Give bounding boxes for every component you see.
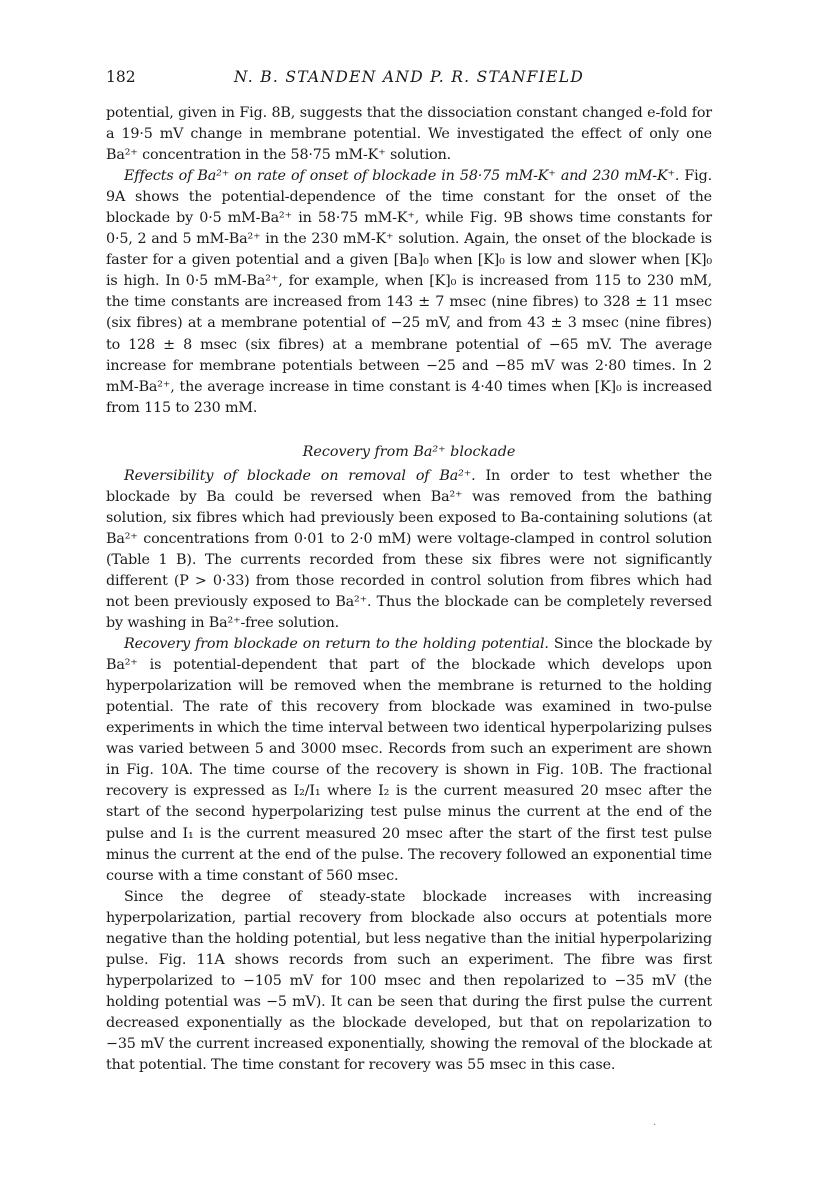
paragraph-heading: Recovery from blockade on return to the holding potential.	[124, 636, 549, 653]
paragraph-heading: Reversibility of blockade on removal of Ba²⁺.	[124, 467, 476, 484]
paragraph-recovery-holding	[106, 634, 712, 887]
paragraph-heading: Effects of Ba²⁺ on rate of onset of blockade in 58·75 mM-K⁺ and 230 mM-K⁺.	[124, 168, 680, 185]
page-speck: ·	[653, 1120, 657, 1131]
running-head-authors: N. B. STANDEN AND P. R. STANFIELD	[233, 68, 585, 86]
paragraph-reversibility	[106, 466, 712, 634]
paragraph-ba-onset	[106, 166, 712, 419]
article-body	[106, 103, 712, 1076]
paragraph-text: Since the blockade by Ba²⁺ is potential-dependent that part of the blockade which develops upon hyperpolarization will be removed when the membrane is returned to the holding potential. The rate of this recovery from blockade was examined in two-pulse experiments in which the time interval between two identical hyperpolarizing pulses was varied between 5 and 3000 msec. Records from such an experiment are shown in Fig. 10A. The time course of the recovery is shown in Fig. 10B. The fractional recovery is expressed as I₂/I₁ where I₂ is the current measured 20 msec after the start of the second hyperpolarizing test pulse minus the current at the end of the pulse and I₁ is the current measured 20 msec after the start of the first test pulse minus the current at the end of the pulse. The recovery followed an exponential time course with a time constant of 560 msec.	[106, 636, 712, 884]
section-title: Recovery from Ba²⁺ blockade	[302, 443, 516, 460]
paragraph-partial-recovery: Since the degree of steady-state blockade increases with increasing hyperpolarization, partial recovery from blockade also occurs at potentials more negative than the holding potential, but less negative than the initial hyperpolarizing pulse. Fig. 11A shows records from such an experiment. The fibre was first hyperpolarized to −105 mV for 100 msec and then repolarized to −35 mV (the holding potential was −5 mV). It can be seen that during the first pulse the current decreased exponentially as the blockade developed, but that on repolarization to −35 mV the current increased exponentially, showing the removal of the blockade at that potential. The time constant for recovery was 55 msec in this case.	[106, 888, 712, 1074]
paragraph-text: In order to test whether the blockade by Ba could be reversed when Ba²⁺ was removed from the bathing solution, six fibres which had previously been exposed to Ba-containing solutions (at Ba²⁺ concentrations from 0·01 to 2·0 mM) were voltage-clamped in control solution (Table 1 B). The currents recorded from these six fibres were not significantly different (P > 0·33) from those recorded in control solution from fibres which had not been previously exposed to Ba²⁺. Thus the blockade can be completely reversed by washing in Ba²⁺-free solution.	[106, 467, 713, 632]
page-number: 182	[106, 68, 136, 86]
paragraph-continued: potential, given in Fig. 8B, suggests that the dissociation constant changed e-fold for a 19·5 mV change in membrane potential. We investigated the effect of only one Ba²⁺ concentration in the 58·75 mM-K⁺ solution.	[106, 105, 712, 164]
paragraph-text: Fig. 9A shows the potential-dependence of the time constant for the onset of the blockade by 0·5 mM-Ba²⁺ in 58·75 mM-K⁺, while Fig. 9B shows time constants for 0·5, 2 and 5 mM-Ba²⁺ in the 230 mM-K⁺ solution. Again, the onset of the blockade is faster for a given potential and a given [Ba]₀ when [K]₀ is low and slower when [K]₀ is high. In 0·5 mM-Ba²⁺, for example, when [K]₀ is increased from 115 to 230 mM, the time constants are increased from 143 ± 7 msec (nine fibres) to 328 ± 11 msec (six fibres) at a membrane potential of −25 mV, and from 43 ± 3 msec (nine fibres) to 128 ± 8 msec (six fibres) at a membrane potential of −65 mV. The average increase for membrane potentials between −25 and −85 mV was 2·80 times. In 2 mM-Ba²⁺, the average increase in time constant is 4·40 times when [K]₀ is increased from 115 to 230 mM.	[106, 168, 712, 416]
page-header	[106, 68, 712, 92]
